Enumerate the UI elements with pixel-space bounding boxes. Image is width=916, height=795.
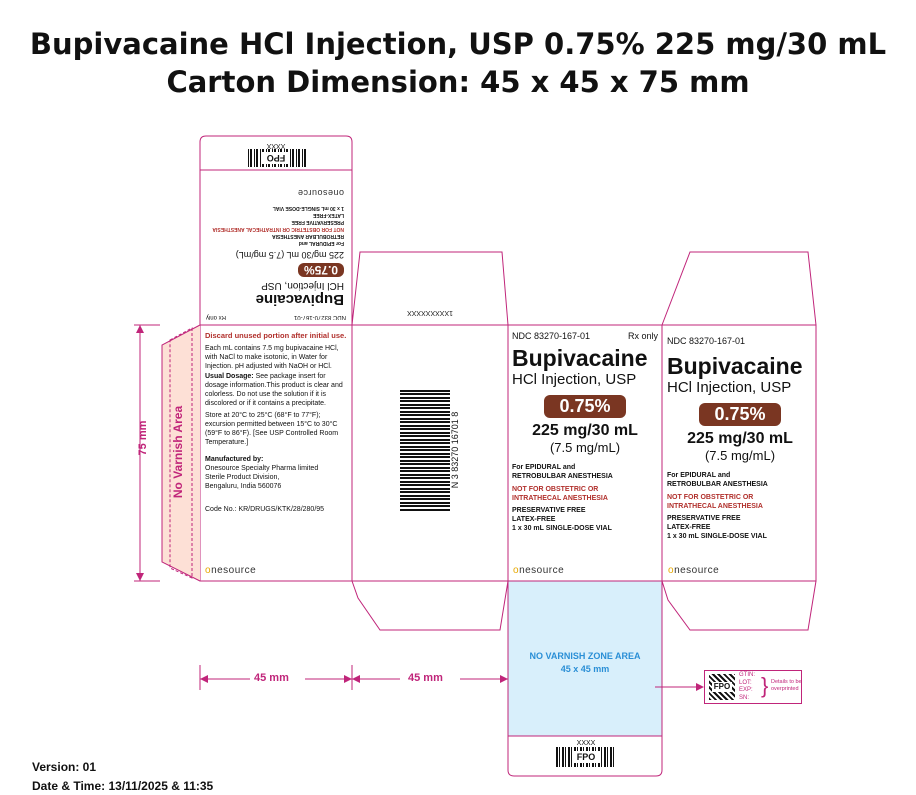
front1-drug: Bupivacaine	[512, 345, 648, 371]
front2-warn-2: INTRATHECAL ANESTHESIA	[667, 503, 763, 510]
front-panel-2	[667, 331, 813, 541]
barcode-vertical	[400, 390, 450, 512]
front1-subtitle: HCl Injection, USP	[512, 371, 637, 388]
bottom-flap-xxxx: XXXX	[576, 740, 596, 747]
side-each: Each mL contains 7.5 mg bupivacaine HCl, with NaCl to make isotonic, in Water for Injection. pH adjusted with NaOH or HCl.	[205, 345, 339, 370]
front1-use-2: RETROBULBAR ANESTHESIA	[512, 473, 613, 480]
exp-label: EXP:	[739, 687, 753, 693]
top-flap-barcode-block	[246, 139, 306, 167]
front1-ndc: NDC 83270-167-01	[512, 331, 591, 341]
front2-ndc: NDC 83270-167-01	[667, 336, 746, 346]
barcode-number: N 3 83270 16701 8	[450, 411, 460, 489]
top-panel-subtitle: HCl Injection, USP	[261, 280, 344, 291]
dimension-height-label: 75 mm	[137, 420, 149, 456]
top-panel-warn: NOT FOR OBSTETRIC OR INTRATHECAL ANESTHESIA	[212, 226, 344, 232]
side-mfg-2: Sterile Product Division,	[205, 474, 280, 481]
top-panel-info-2: LATEX-FREE	[312, 212, 344, 218]
top-panel-use-1: For EPIDURAL and	[298, 240, 344, 246]
top-panel-info-1: PRESERVATIVE FREE	[291, 219, 344, 225]
front1-strength: 225 mg/30 mL	[532, 422, 638, 439]
gtin-label: GTIN:	[739, 672, 755, 678]
front2-info-1: PRESERVATIVE FREE	[667, 515, 741, 522]
front2-warn-1: NOT FOR OBSTETRIC OR	[667, 494, 754, 501]
side-mfg-1: Onesource Specialty Pharma limited	[205, 465, 319, 472]
bottom-flap-barcode	[556, 747, 616, 767]
footer-version: Version: 01	[32, 760, 97, 774]
front1-percent-badge: 0.75%	[544, 395, 626, 418]
no-varnish-zone	[508, 650, 662, 676]
datamatrix-code	[709, 674, 735, 700]
lot-label: LOT:	[739, 679, 752, 686]
no-varnish-zone-line-2: 45 x 45 mm	[560, 664, 610, 674]
sn-label: SN:	[739, 694, 750, 701]
top-flap-fpo: FPO	[262, 152, 290, 164]
side-store: Store at 20°C to 25°C (68°F to 77°F); excursion permitted between 15°C to 30°C (59°F to 86°F). [See USP Controlled Room Temperature.]	[205, 412, 339, 446]
side-mfg-label: Manufactured by:	[205, 456, 264, 463]
top-flap-xxxx: XXXX	[266, 142, 286, 149]
front1-info-2: LATEX-FREE	[512, 516, 556, 523]
front1-logo: onesource	[513, 565, 565, 576]
front1-info-3: 1 x 30 mL SINGLE-DOSE VIAL	[512, 525, 612, 532]
barcode-tab-code: 1XXXXXXXXX	[407, 309, 453, 316]
side-panel	[205, 331, 350, 514]
top-panel	[204, 172, 348, 322]
bottom-flap-barcode-block	[556, 740, 616, 767]
no-varnish-zone-line-1: NO VARNISH ZONE AREA	[529, 651, 641, 661]
top-panel-percent-badge: 0.75%	[298, 263, 344, 277]
side-discard: Discard unused portion after initial use.	[205, 331, 347, 340]
top-panel-ndc: NDC 83270-167-01	[293, 314, 346, 320]
brace-icon: }	[761, 673, 769, 698]
top-panel-drug: Bupivacaine	[255, 291, 344, 308]
side-code: Code No.: KR/DRUGS/KTK/28/280/95	[205, 506, 325, 513]
side-dosage: See package insert for dosage information.This product is clear and colorless. Do not use the solution if it is discolored or if it contains a precipitate.	[205, 373, 343, 407]
side-mfg-3: Bengaluru, India 560076	[205, 483, 282, 490]
top-panel-logo: onesource	[297, 188, 344, 198]
front-panel-1	[512, 331, 658, 533]
overprint-note: Details to be overprinted	[771, 679, 802, 692]
variable-data-box	[704, 670, 802, 704]
dimension-width-2-label: 45 mm	[408, 672, 443, 684]
front2-percent-badge: 0.75%	[699, 403, 781, 426]
side-dosage-label: Usual Dosage:	[205, 373, 254, 380]
front2-use-1: For EPIDURAL and	[667, 472, 731, 479]
front2-logo: onesource	[668, 565, 720, 576]
datamatrix-fpo: FPO	[713, 682, 731, 691]
front2-concentration: (7.5 mg/mL)	[704, 448, 776, 463]
front1-rx: Rx only	[627, 331, 658, 341]
front2-subtitle: HCl Injection, USP	[667, 379, 792, 396]
front2-info-3: 1 x 30 mL SINGLE-DOSE VIAL	[667, 533, 767, 540]
footer-datetime: Date & Time: 13/11/2025 & 11:35	[32, 779, 214, 793]
front2-info-2: LATEX-FREE	[667, 524, 711, 531]
header-line-1: Bupivacaine HCl Injection, USP 0.75% 225 mg/30 mL	[29, 27, 887, 61]
dimension-width-1-label: 45 mm	[254, 672, 289, 684]
front1-info-1: PRESERVATIVE FREE	[512, 507, 586, 514]
bottom-flap-fpo: FPO	[572, 751, 600, 763]
top-panel-rx: Rx only	[206, 314, 227, 320]
front2-drug: Bupivacaine	[667, 353, 803, 379]
front1-warn-2: INTRATHECAL ANESTHESIA	[512, 495, 608, 502]
front1-concentration: (7.5 mg/mL)	[549, 440, 621, 455]
header-line-2: Carton Dimension: 45 x 45 x 75 mm	[166, 65, 750, 99]
top-panel-info-3: 1 x 30 mL SINGLE-DOSE VIAL	[272, 205, 344, 211]
side-logo: onesource	[205, 565, 257, 576]
no-varnish-glue-label: No Varnish Area	[171, 405, 185, 499]
front2-strength: 225 mg/30 mL	[687, 430, 793, 447]
front2-use-2: RETROBULBAR ANESTHESIA	[667, 481, 768, 488]
top-panel-strength: 225 mg/30 mL (7.5 mg/mL)	[235, 250, 344, 260]
top-panel-use-2: RETROBULBAR ANESTHESIA	[271, 233, 344, 239]
front1-use-1: For EPIDURAL and	[512, 464, 576, 471]
front1-warn-1: NOT FOR OBSTETRIC OR	[512, 486, 599, 493]
